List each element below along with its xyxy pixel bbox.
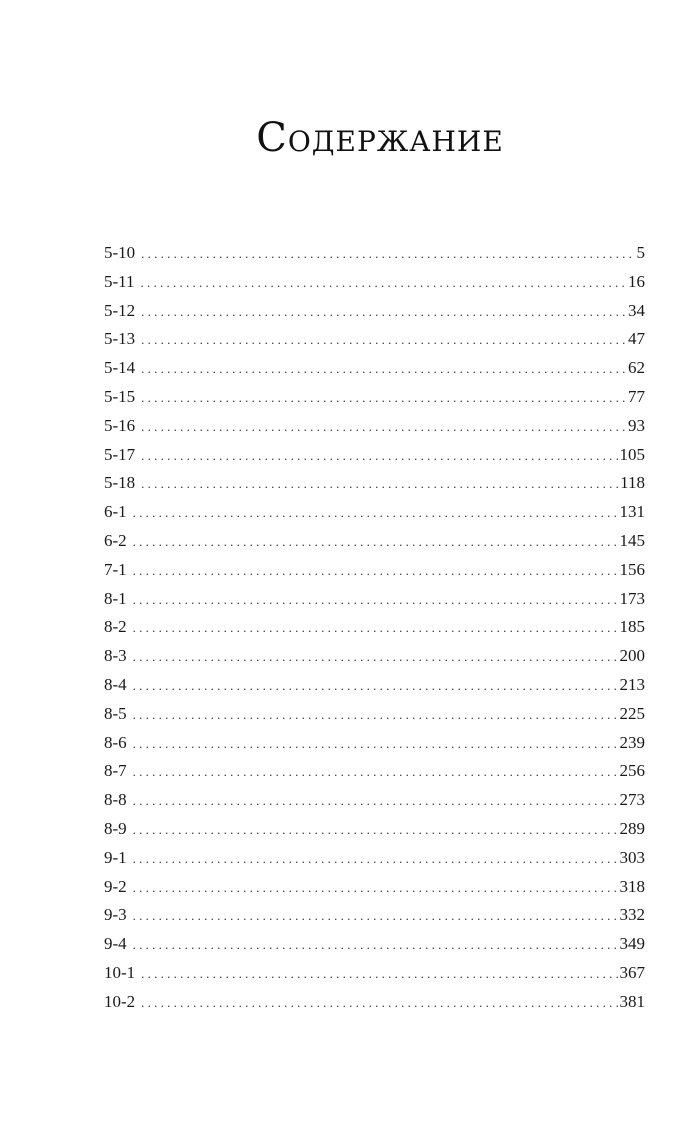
toc-entry-label: 5-17	[104, 444, 136, 464]
toc-entry-page-number: 93	[628, 415, 645, 435]
toc-dot-leader	[133, 586, 618, 615]
toc-entry	[104, 930, 645, 959]
toc-entry-label: 5-11	[104, 271, 135, 291]
toc-dot-leader	[133, 614, 618, 643]
page-title: Содержание	[256, 114, 504, 161]
toc-entry-page-number: 332	[619, 905, 645, 925]
toc-entry	[104, 268, 645, 297]
toc-dot-leader	[141, 269, 626, 298]
toc-entry	[104, 556, 645, 585]
toc-entry-page-number: 77	[628, 386, 645, 406]
toc-entry-label: 9-1	[104, 847, 127, 867]
toc-entry	[104, 613, 645, 642]
toc-entry	[104, 700, 645, 729]
toc-entry-page-number: 349	[619, 934, 645, 954]
toc-entry	[104, 325, 645, 354]
toc-entry	[104, 873, 645, 902]
toc-entry	[104, 412, 645, 441]
toc-entry-label: 8-8	[104, 790, 127, 810]
toc-entry	[104, 786, 645, 815]
toc-entry	[104, 844, 645, 873]
toc-entry-page-number: 213	[619, 674, 645, 694]
toc-entry-label: 5-10	[104, 243, 136, 262]
toc-entry	[104, 354, 645, 383]
toc-entry-label: 8-1	[104, 588, 127, 608]
toc-entry-page-number: 62	[628, 358, 645, 378]
toc-entry-page-number: 173	[619, 588, 645, 608]
toc-entry-label: 9-3	[104, 905, 127, 925]
toc-entry	[104, 959, 645, 988]
toc-dot-leader	[133, 730, 618, 759]
toc-dot-leader	[141, 240, 634, 269]
toc-entry-page-number: 303	[619, 847, 645, 867]
toc-entry	[104, 239, 645, 268]
toc-dot-leader	[133, 902, 618, 931]
toc-entry-label: 10-2	[104, 991, 136, 1011]
toc-entry-label: 5-13	[104, 329, 136, 349]
toc-entry-page-number: 256	[619, 761, 645, 781]
toc-entry	[104, 815, 645, 844]
toc-dot-leader	[133, 931, 618, 960]
toc-dot-leader	[133, 816, 618, 845]
toc-entry-label: 5-14	[104, 358, 136, 378]
toc-entry-page-number: 273	[619, 790, 645, 810]
toc-entry-label: 9-4	[104, 934, 127, 954]
toc-entry-label: 6-1	[104, 502, 127, 522]
toc-entry	[104, 642, 645, 671]
toc-dot-leader	[133, 643, 618, 672]
toc-entry-page-number: 34	[628, 300, 645, 320]
toc-dot-leader	[141, 989, 617, 1018]
toc-dot-leader	[133, 672, 618, 701]
toc-entry	[104, 441, 645, 470]
toc-dot-leader	[141, 960, 617, 989]
toc-entry-page-number: 105	[619, 444, 645, 464]
toc-dot-leader	[141, 413, 626, 442]
toc-dot-leader	[141, 384, 626, 413]
toc-entry-page-number: 200	[619, 646, 645, 666]
toc-dot-leader	[133, 701, 618, 730]
toc-entry-label: 5-16	[104, 415, 136, 435]
toc-entry-page-number: 156	[619, 559, 645, 579]
toc-entry	[104, 729, 645, 758]
toc-dot-leader	[133, 787, 618, 816]
toc-entry-page-number: 185	[619, 617, 645, 637]
toc-entry-page-number: 239	[619, 732, 645, 752]
toc-entry-page-number: 47	[628, 329, 645, 349]
toc-entry-label: 8-3	[104, 646, 127, 666]
toc-entry-label: 9-2	[104, 876, 127, 896]
toc-entry	[104, 988, 645, 1017]
toc-dot-leader	[133, 528, 618, 557]
toc-entry-label: 8-9	[104, 818, 127, 838]
toc-entry	[104, 671, 645, 700]
toc-dot-leader	[133, 874, 618, 903]
toc-dot-leader	[141, 326, 626, 355]
toc-entry-page-number: 131	[619, 502, 645, 522]
toc-entry	[104, 383, 645, 412]
toc-entry	[104, 585, 645, 614]
toc-dot-leader	[133, 557, 618, 586]
toc-entry-page-number: 367	[619, 962, 645, 982]
table-of-contents	[104, 239, 645, 1017]
toc-dot-leader	[141, 470, 618, 499]
toc-entry	[104, 757, 645, 786]
toc-entry	[104, 297, 645, 326]
toc-entry	[104, 469, 645, 498]
toc-entry-label: 5-18	[104, 473, 136, 493]
toc-entry-label: 5-12	[104, 300, 136, 320]
toc-dot-leader	[141, 298, 626, 327]
toc-dot-leader	[133, 758, 618, 787]
toc-dot-leader	[133, 845, 618, 874]
toc-entry-page-number: 118	[620, 473, 645, 493]
toc-entry-label: 8-5	[104, 703, 127, 723]
toc-entry-page-number: 318	[619, 876, 645, 896]
toc-entry-label: 6-2	[104, 530, 127, 550]
toc-entry	[104, 498, 645, 527]
toc-dot-leader	[141, 355, 626, 384]
toc-entry-page-number: 225	[619, 703, 645, 723]
toc-entry-page-number: 145	[619, 530, 645, 550]
toc-entry-label: 5-15	[104, 386, 136, 406]
toc-dot-leader	[141, 442, 617, 471]
toc-entry-label: 8-4	[104, 674, 127, 694]
toc-entry-page-number: 5	[636, 243, 645, 262]
toc-entry-label: 8-6	[104, 732, 127, 752]
toc-entry-label: 7-1	[104, 559, 127, 579]
toc-entry-page-number: 16	[628, 271, 645, 291]
toc-entry-label: 8-2	[104, 617, 127, 637]
toc-entry	[104, 527, 645, 556]
toc-entry-label: 10-1	[104, 962, 136, 982]
toc-dot-leader	[133, 499, 618, 528]
toc-entry-page-number: 289	[619, 818, 645, 838]
toc-entry-label: 8-7	[104, 761, 127, 781]
toc-entry	[104, 901, 645, 930]
toc-entry-page-number: 381	[619, 991, 645, 1011]
